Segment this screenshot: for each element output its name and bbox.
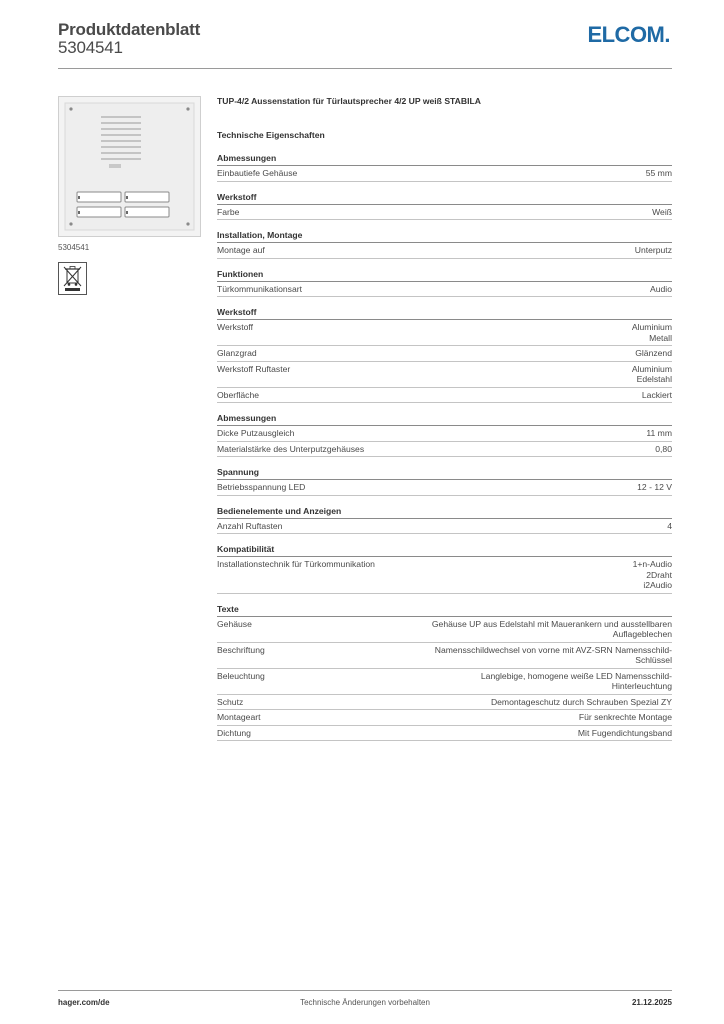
property-value-line: Aluminium xyxy=(631,363,672,374)
property-row xyxy=(217,388,672,404)
page-header xyxy=(58,20,672,69)
property-value-line: 4 xyxy=(667,520,672,531)
property-label: Materialstärke des Unterputzgehäuses xyxy=(217,443,365,454)
property-row xyxy=(217,695,672,711)
property-value-line: Aluminium xyxy=(631,322,672,332)
property-value-line: Edelstahl xyxy=(636,374,672,384)
footer-date: 21.12.2025 xyxy=(631,998,672,1007)
property-row xyxy=(217,243,672,259)
property-label: Beschriftung xyxy=(217,644,265,655)
property-value-line: Auflageblechen xyxy=(612,629,672,639)
property-row xyxy=(217,669,672,695)
group-title: Bedienelemente und Anzeigen xyxy=(217,506,672,519)
group-title: Abmessungen xyxy=(217,413,672,426)
property-value-line: Glänzend xyxy=(635,348,672,358)
property-value-line: Weiß xyxy=(652,206,672,217)
property-value-line: 1+n-Audio xyxy=(632,559,672,569)
group-title: Texte xyxy=(217,604,672,617)
property-groups xyxy=(217,153,672,594)
property-label: Türkommunikationsart xyxy=(217,283,303,294)
property-value xyxy=(367,619,672,640)
property-value xyxy=(367,645,672,666)
property-value-line: Mit Fugendichtungsband xyxy=(577,727,672,738)
property-label: Glanzgrad xyxy=(217,348,257,358)
property-value xyxy=(315,482,672,493)
group-title: Abmessungen xyxy=(217,153,672,166)
weee-bin-icon xyxy=(58,262,87,295)
property-label: Farbe xyxy=(217,206,240,217)
property-value xyxy=(263,322,672,343)
property-row xyxy=(217,726,672,742)
elcom-logo: ELCOM. xyxy=(587,22,670,47)
property-value-line: Hinterleuchtung xyxy=(611,681,672,691)
texte-section xyxy=(217,604,672,742)
property-row xyxy=(217,617,672,643)
property-label: Betriebsspannung LED xyxy=(217,482,306,492)
property-row xyxy=(217,205,672,221)
footer-website: hager.com/de xyxy=(58,998,110,1007)
property-value xyxy=(367,671,672,692)
property-value-line: Lackiert xyxy=(641,389,672,400)
page-footer xyxy=(58,990,672,1010)
property-value-line: Namensschildwechsel von vorne mit AVZ-SRN Namensschild- xyxy=(434,644,672,655)
property-value-line: 0,80 xyxy=(655,443,672,454)
property-value xyxy=(275,245,672,256)
property-value-line: 12 - 12 V xyxy=(637,482,672,492)
property-value xyxy=(300,364,672,385)
property-label: Montage auf xyxy=(217,245,265,255)
property-row xyxy=(217,166,672,182)
property-value xyxy=(292,521,672,532)
property-value xyxy=(249,207,672,218)
footer-disclaimer: Technische Änderungen vorbehalten xyxy=(300,998,430,1007)
product-image xyxy=(58,96,201,237)
property-label: Dicke Putzausgleich xyxy=(217,428,295,438)
property-label: Einbautiefe Gehäuse xyxy=(217,168,298,178)
group-title: Kompatibilität xyxy=(217,544,672,557)
property-value xyxy=(374,444,672,455)
group-title: Werkstoff xyxy=(217,307,672,320)
property-row xyxy=(217,480,672,496)
property-value xyxy=(267,348,672,359)
property-value-line: i2Audio xyxy=(643,580,672,590)
property-value-line: Langlebige, homogene weiße LED Namensschild- xyxy=(480,670,672,681)
property-label: Schutz xyxy=(217,696,244,707)
property-value xyxy=(304,428,672,439)
property-row xyxy=(217,362,672,388)
property-value xyxy=(367,728,672,739)
property-label: Werkstoff xyxy=(217,322,253,332)
property-label: Beleuchtung xyxy=(217,670,265,681)
property-value-line: Audio xyxy=(650,283,672,294)
page-title: Produktdatenblatt xyxy=(58,20,201,39)
property-label: Installationstechnik für Türkommunikation xyxy=(217,559,375,569)
property-value-line: Gehäuse UP aus Edelstahl mit Mauerankern und ausstellbaren xyxy=(431,618,672,629)
property-value-line: 11 mm xyxy=(646,428,672,438)
property-row xyxy=(217,710,672,726)
door-station-illustration xyxy=(59,97,200,236)
property-label: Gehäuse xyxy=(217,618,252,629)
property-value xyxy=(312,284,672,295)
group-title: Werkstoff xyxy=(217,192,672,205)
image-caption: 5304541 xyxy=(58,243,90,252)
property-value-line: Schlüssel xyxy=(635,655,672,665)
property-label: Montageart xyxy=(217,712,261,722)
property-value-line: Für senkrechte Montage xyxy=(578,712,672,722)
property-label: Anzahl Ruftasten xyxy=(217,520,283,531)
property-row xyxy=(217,426,672,442)
datasheet-content xyxy=(217,96,672,741)
property-value xyxy=(269,390,672,401)
property-row xyxy=(217,282,672,298)
property-label: Werkstoff Ruftaster xyxy=(217,363,291,374)
section-title: Technische Eigenschaften xyxy=(217,130,325,140)
property-label: Dichtung xyxy=(217,727,251,738)
group-title: Funktionen xyxy=(217,269,672,282)
property-row xyxy=(217,346,672,362)
property-value xyxy=(367,697,672,708)
property-value-line: 55 mm xyxy=(645,168,672,178)
group-title: Spannung xyxy=(217,467,672,480)
property-row xyxy=(217,643,672,669)
property-row xyxy=(217,320,672,346)
property-value-line: Demontageschutz durch Schrauben Spezial ZY xyxy=(490,696,672,707)
property-value xyxy=(385,559,672,591)
property-row xyxy=(217,442,672,458)
property-value xyxy=(307,168,672,179)
product-name: TUP-4/2 Aussenstation für Türlautsprecher 4/2 UP weiß STABILA xyxy=(217,96,481,106)
property-row xyxy=(217,519,672,535)
property-value-line: Unterputz xyxy=(634,245,672,255)
property-label: Oberfläche xyxy=(217,389,260,400)
group-title: Installation, Montage xyxy=(217,230,672,243)
property-value-line: Metall xyxy=(649,332,672,343)
property-value xyxy=(367,712,672,723)
property-value-line: 2Draht xyxy=(646,569,672,580)
article-number: 5304541 xyxy=(58,38,123,57)
property-row xyxy=(217,557,672,594)
